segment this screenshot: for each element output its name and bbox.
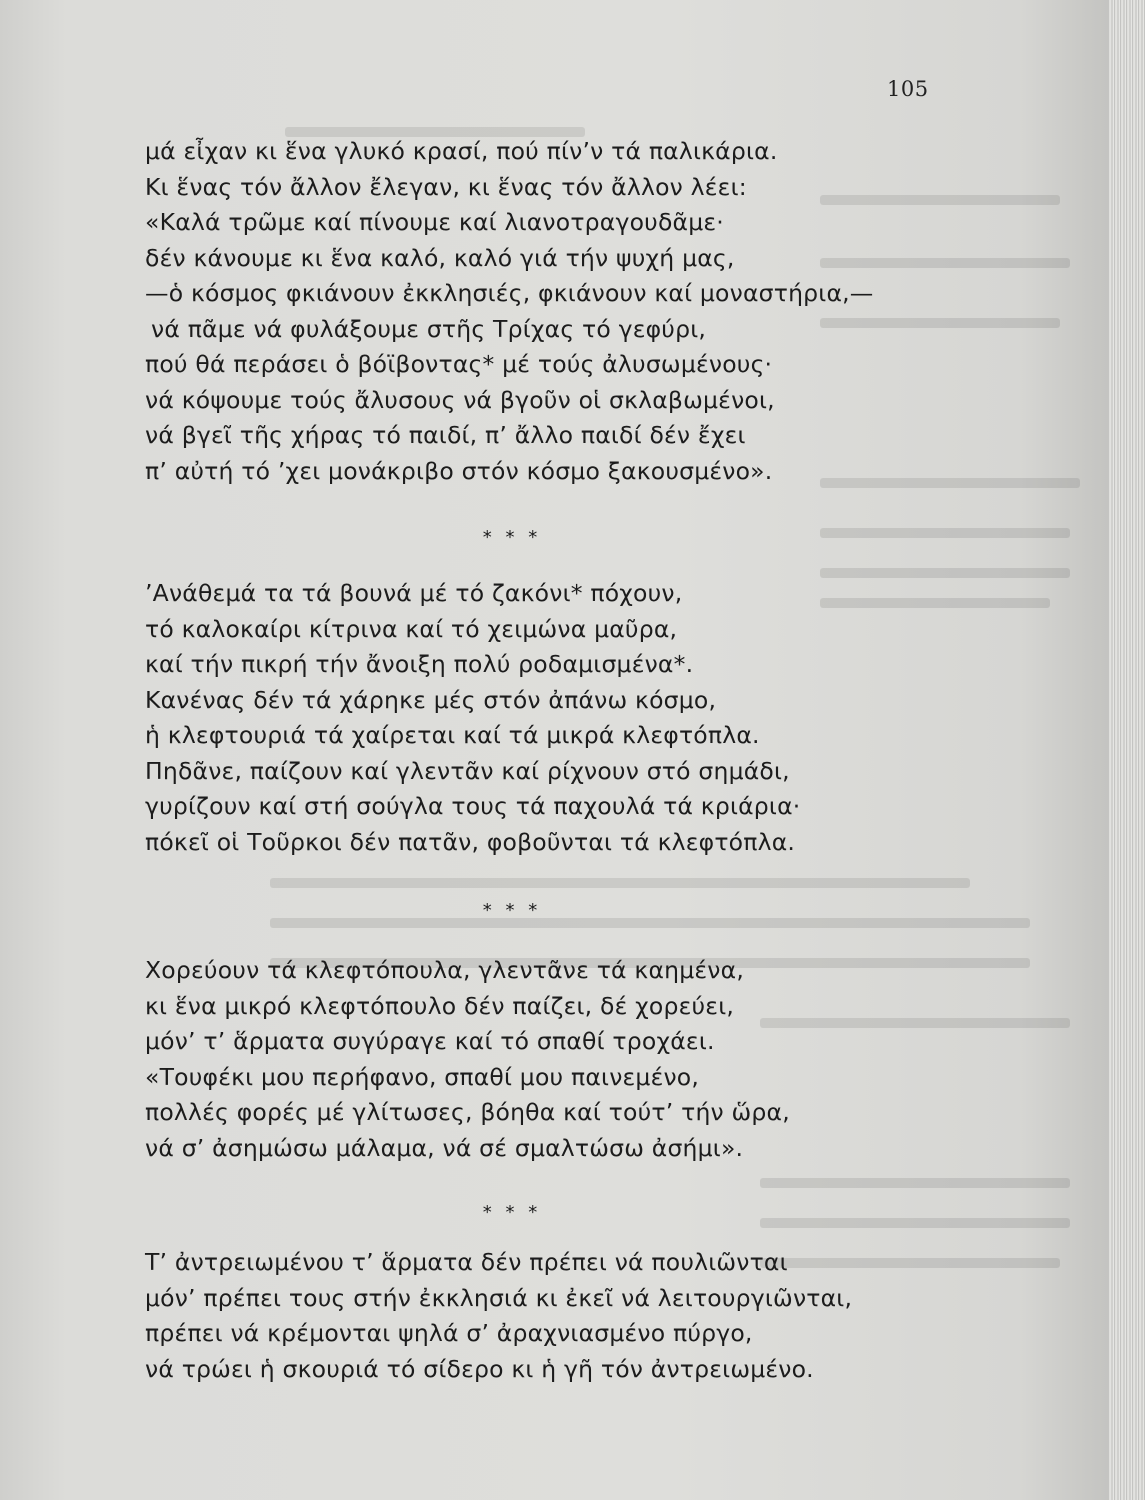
verse-line: «Τουφέκι μου περήφανο, σπαθί μου παινεμένο, — [145, 1062, 700, 1091]
verse-line: πόκεῖ οἱ Τοῦρκοι δέν πατᾶν, φοβοῦνται τά κλεφτόπλα. — [145, 827, 796, 856]
verse-line: νά πᾶμε νά φυλάξουμε στῆς Τρίχας τό γεφύρι, — [151, 314, 707, 343]
verse-line: πρέπει νά κρέμονται ψηλά σ’ ἀραχνιασμένο πύργο, — [145, 1319, 753, 1347]
stanza-separator: * * * — [482, 1202, 542, 1223]
verse-line: δέν κάνουμε κι ἕνα καλό, καλό γιά τήν ψυχή μας, — [145, 243, 735, 272]
verse-line: νά σ’ ἀσημώσω μάλαμα, νά σέ σμαλτώσω ἀσήμι». — [145, 1133, 744, 1162]
verse-line: ἡ κλεφτουριά τά χαίρεται καί τά μικρά κλεφτόπλα. — [145, 721, 760, 749]
stanza-4 — [145, 1245, 852, 1387]
stanza-2 — [145, 576, 800, 860]
verse-line: Κανένας δέν τά χάρηκε μές στόν ἀπάνω κόσμο, — [145, 685, 717, 714]
verse-line: καί τήν πικρή τήν ἄνοιξη πολύ ροδαμισμένα*. — [145, 650, 694, 678]
verse-line: κι ἕνα μικρό κλεφτόπουλο δέν παίζει, δέ χορεύει, — [145, 991, 735, 1020]
verse-line: Τ’ ἀντρειωμένου τ’ ἅρματα δέν πρέπει νά πουλιῶνται — [145, 1248, 788, 1276]
verse-line: ’Ανάθεμά τα τά βουνά μέ τό ζακόνι* πόχουν, — [145, 579, 683, 607]
verse-line: Χορεύουν τά κλεφτόπουλα, γλεντᾶνε τά καημένα, — [145, 956, 744, 984]
page-number: 105 — [887, 77, 929, 101]
verse-line: πολλές φορές μέ γλίτωσες, βόηθα καί τούτ’ τήν ὥρα, — [145, 1098, 790, 1126]
verse-line: Κι ἕνας τόν ἄλλον ἔλεγαν, κι ἕνας τόν ἄλλον λέει: — [145, 172, 747, 201]
stanza-separator: * * * — [482, 527, 542, 548]
verse-line: τό καλοκαίρι κίτρινα καί τό χειμώνα μαῦρα, — [145, 614, 678, 643]
verse-line: γυρίζουν καί στή σούγλα τους τά παχουλά τά κριάρια· — [145, 792, 801, 820]
verse-line: νά βγεῖ τῆς χήρας τό παιδί, π’ ἄλλο παιδί δέν ἔχει — [145, 421, 746, 449]
verse-line: μά εἶχαν κι ἕνα γλυκό κρασί, πού πίν’ν τά παλικάρια. — [145, 137, 778, 165]
verse-line: «Καλά τρῶμε καί πίνουμε καί λιανοτραγουδᾶμε· — [145, 208, 724, 236]
stanza-3 — [145, 953, 790, 1166]
verse-line: —ὁ κόσμος φκιάνουν ἐκκλησιές, φκιάνουν καί μοναστήρια,— — [145, 279, 874, 307]
stanza-separator: * * * — [482, 900, 542, 921]
book-page-edges — [1108, 0, 1145, 1500]
verse-line: μόν’ πρέπει τους στήν ἐκκλησιά κι ἐκεῖ νά λειτουργιῶνται, — [145, 1283, 853, 1312]
verse-line: μόν’ τ’ ἅρματα συγύραγε καί τό σπαθί τροχάει. — [145, 1027, 715, 1055]
verse-line: π’ αὐτή τό ’χει μονάκριβο στόν κόσμο ξακουσμένο». — [145, 456, 773, 485]
stanza-1 — [145, 134, 874, 489]
verse-line: νά κόψουμε τούς ἄλυσους νά βγοῦν οἱ σκλαβωμένοι, — [145, 385, 775, 414]
verse-line: Πηδᾶνε, παίζουν καί γλεντᾶν καί ρίχνουν στό σημάδι, — [145, 756, 790, 785]
verse-line: πού θά περάσει ὁ βόϊβοντας* μέ τούς ἀλυσωμένους· — [145, 350, 773, 378]
verse-line: νά τρώει ἡ σκουριά τό σίδερο κι ἡ γῆ τόν ἀντρειωμένο. — [145, 1354, 814, 1383]
